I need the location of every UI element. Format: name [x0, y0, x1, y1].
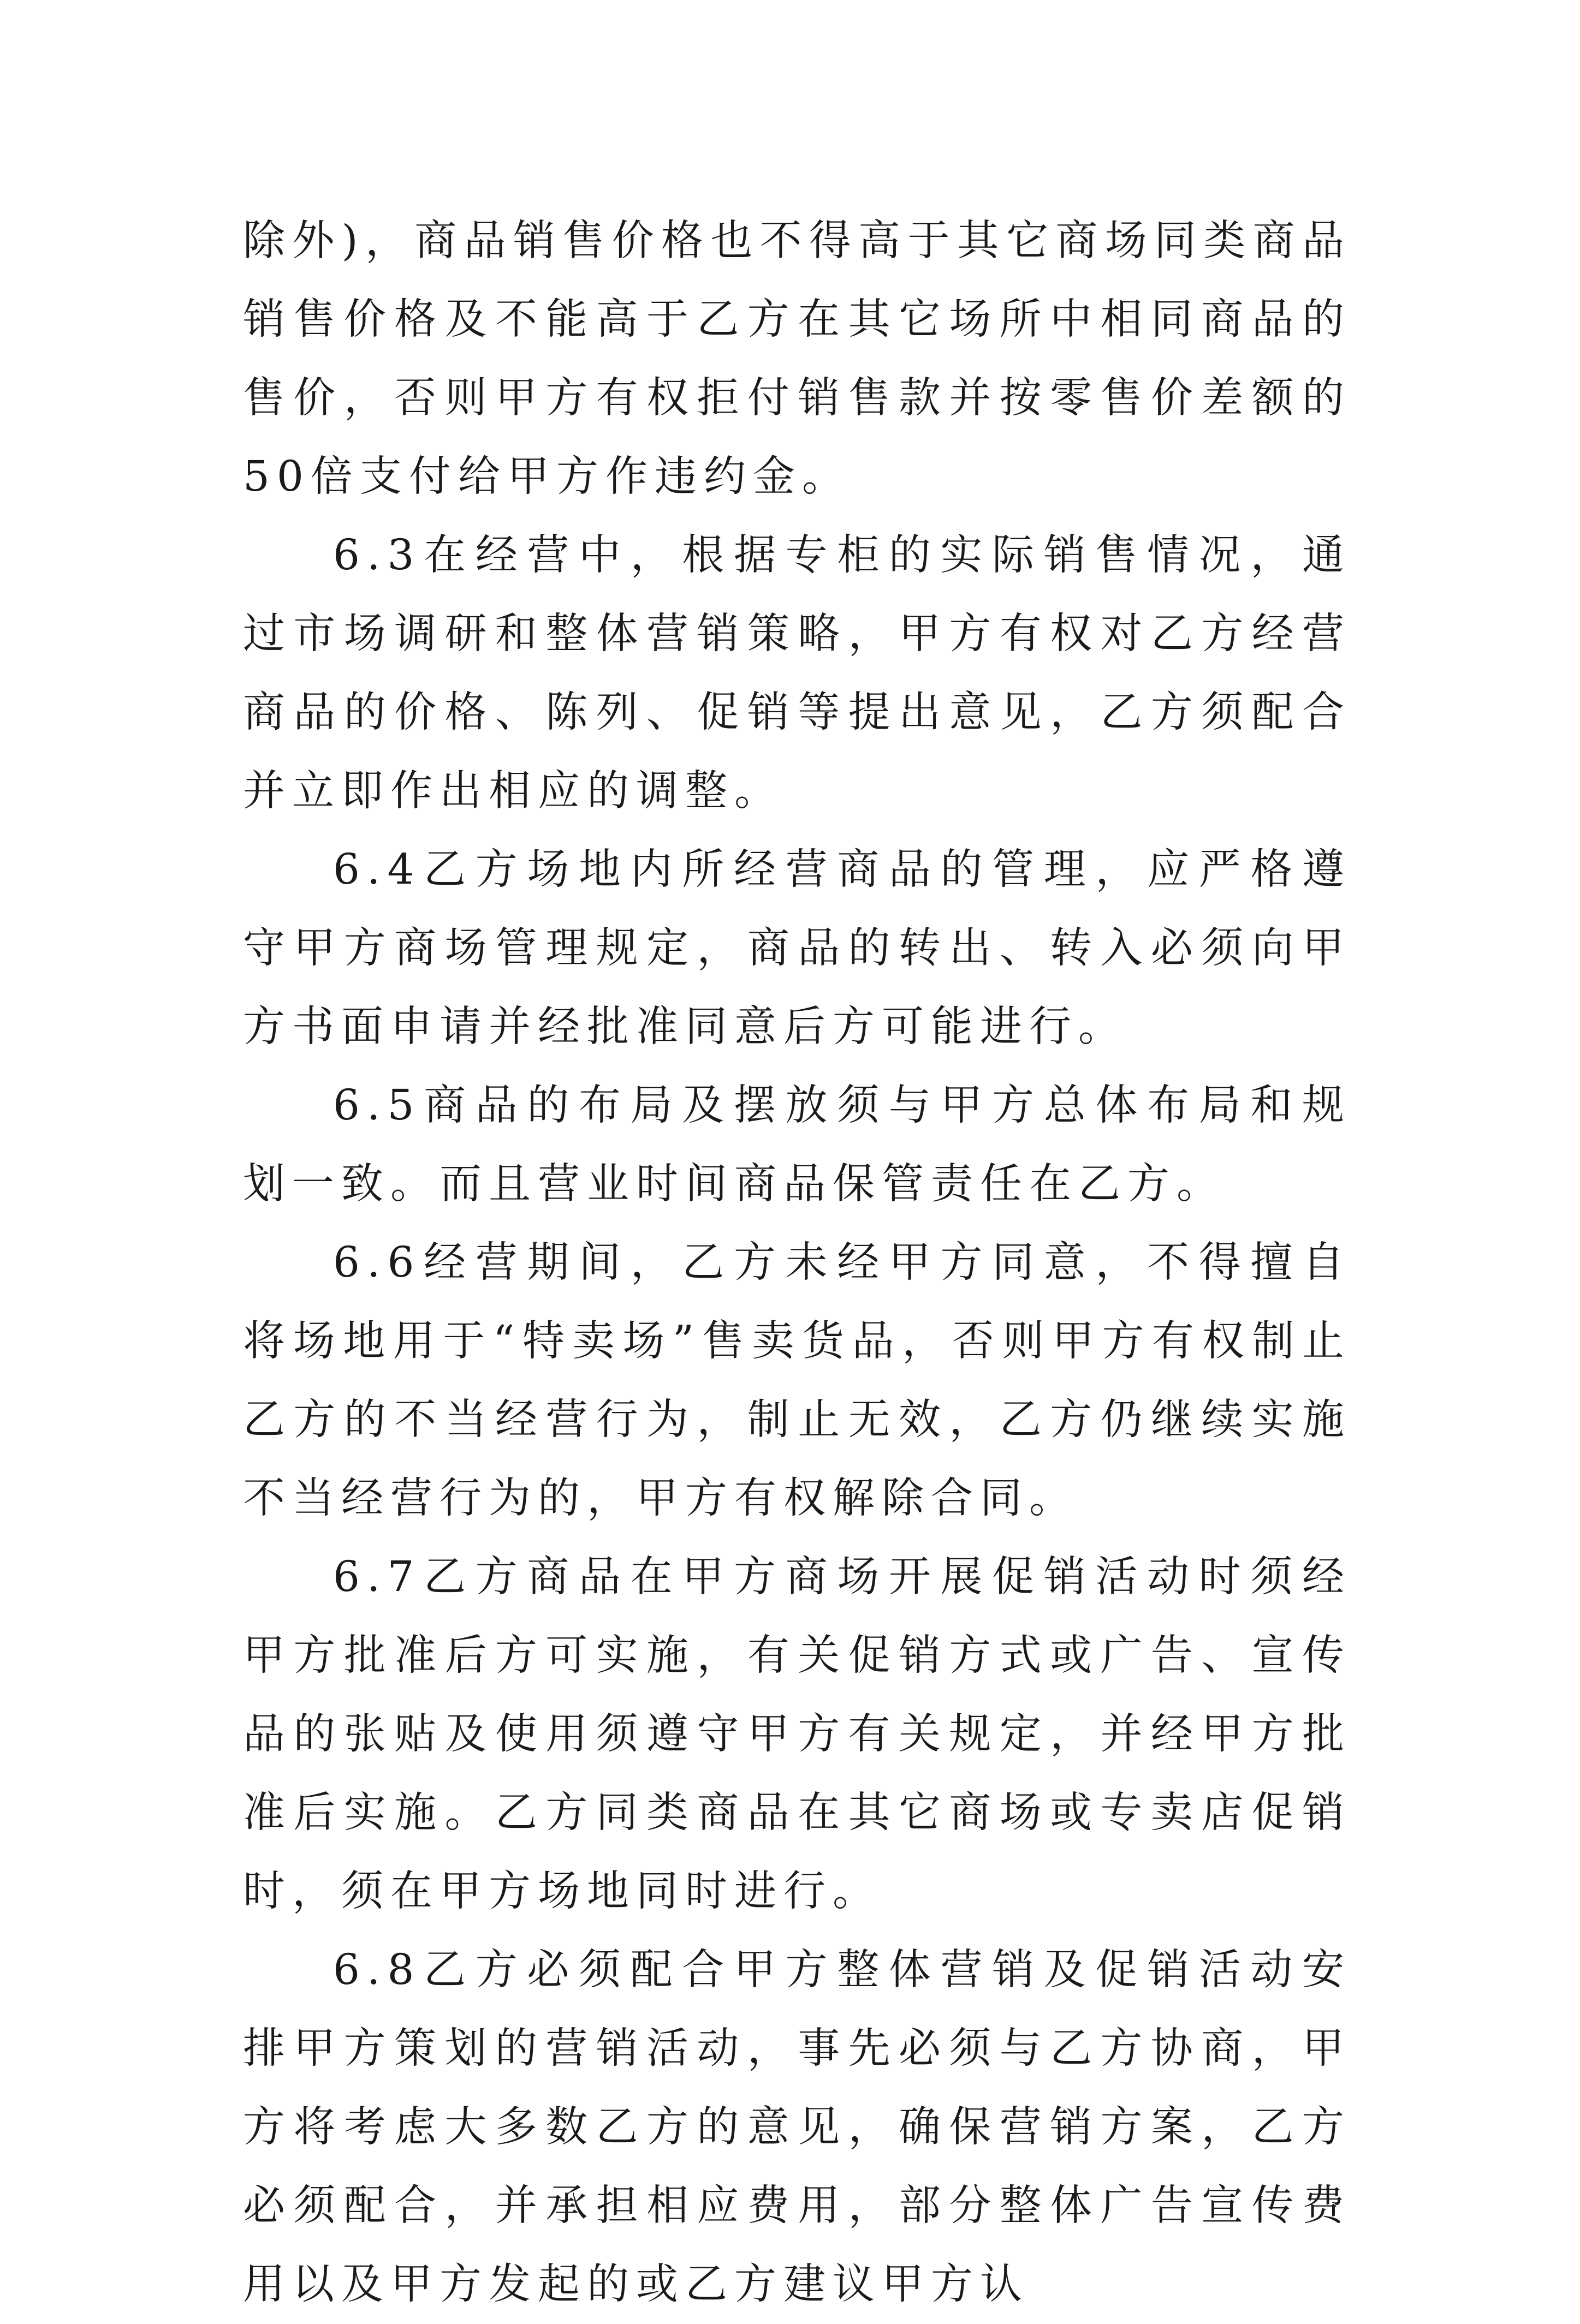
- clause-6-5: 6.5商品的布局及摆放须与甲方总体布局和规划一致。而且营业时间商品保管责任在乙方。: [243, 1081, 1351, 1208]
- document-body: [243, 202, 1351, 2324]
- clause-6-4: 6.4乙方场地内所经营商品的管理，应严格遵守甲方商场管理规定，商品的转出、转入必须向甲方书面申请并经批准同意后方可能进行。: [243, 845, 1351, 1051]
- clause-6-3: 6.3在经营中，根据专柜的实际销售情况，通过市场调研和整体营销策略，甲方有权对乙方经营商品的价格、陈列、促销等提出意见，乙方须配合并立即作出相应的调整。: [243, 531, 1351, 815]
- clause-6-7: 6.7乙方商品在甲方商场开展促销活动时须经甲方批准后方可实施，有关促销方式或广告、宣传品的张贴及使用须遵守甲方有关规定，并经甲方批准后实施。乙方同类商品在其它商场或专卖店促销时，须在甲方场地同时进行。: [243, 1553, 1351, 1916]
- clause-6-8: 6.8乙方必须配合甲方整体营销及促销活动安排甲方策划的营销活动，事先必须与乙方协商，甲方将考虑大多数乙方的意见，确保营销方案，乙方必须配合，并承担相应费用，部分整体广告宣传费用以及甲方发起的或乙方建议甲方认: [243, 1946, 1351, 2309]
- paragraph-continuation: 除外)，商品销售价格也不得高于其它商场同类商品销售价格及不能高于乙方在其它场所中相同商品的售价，否则甲方有权拒付销售款并按零售价差额的50倍支付给甲方作违约金。: [243, 217, 1351, 501]
- clause-6-6: 6.6经营期间，乙方未经甲方同意，不得擅自将场地用于“特卖场”售卖货品，否则甲方有权制止乙方的不当经营行为，制止无效，乙方仍继续实施不当经营行为的，甲方有权解除合同。: [243, 1238, 1351, 1523]
